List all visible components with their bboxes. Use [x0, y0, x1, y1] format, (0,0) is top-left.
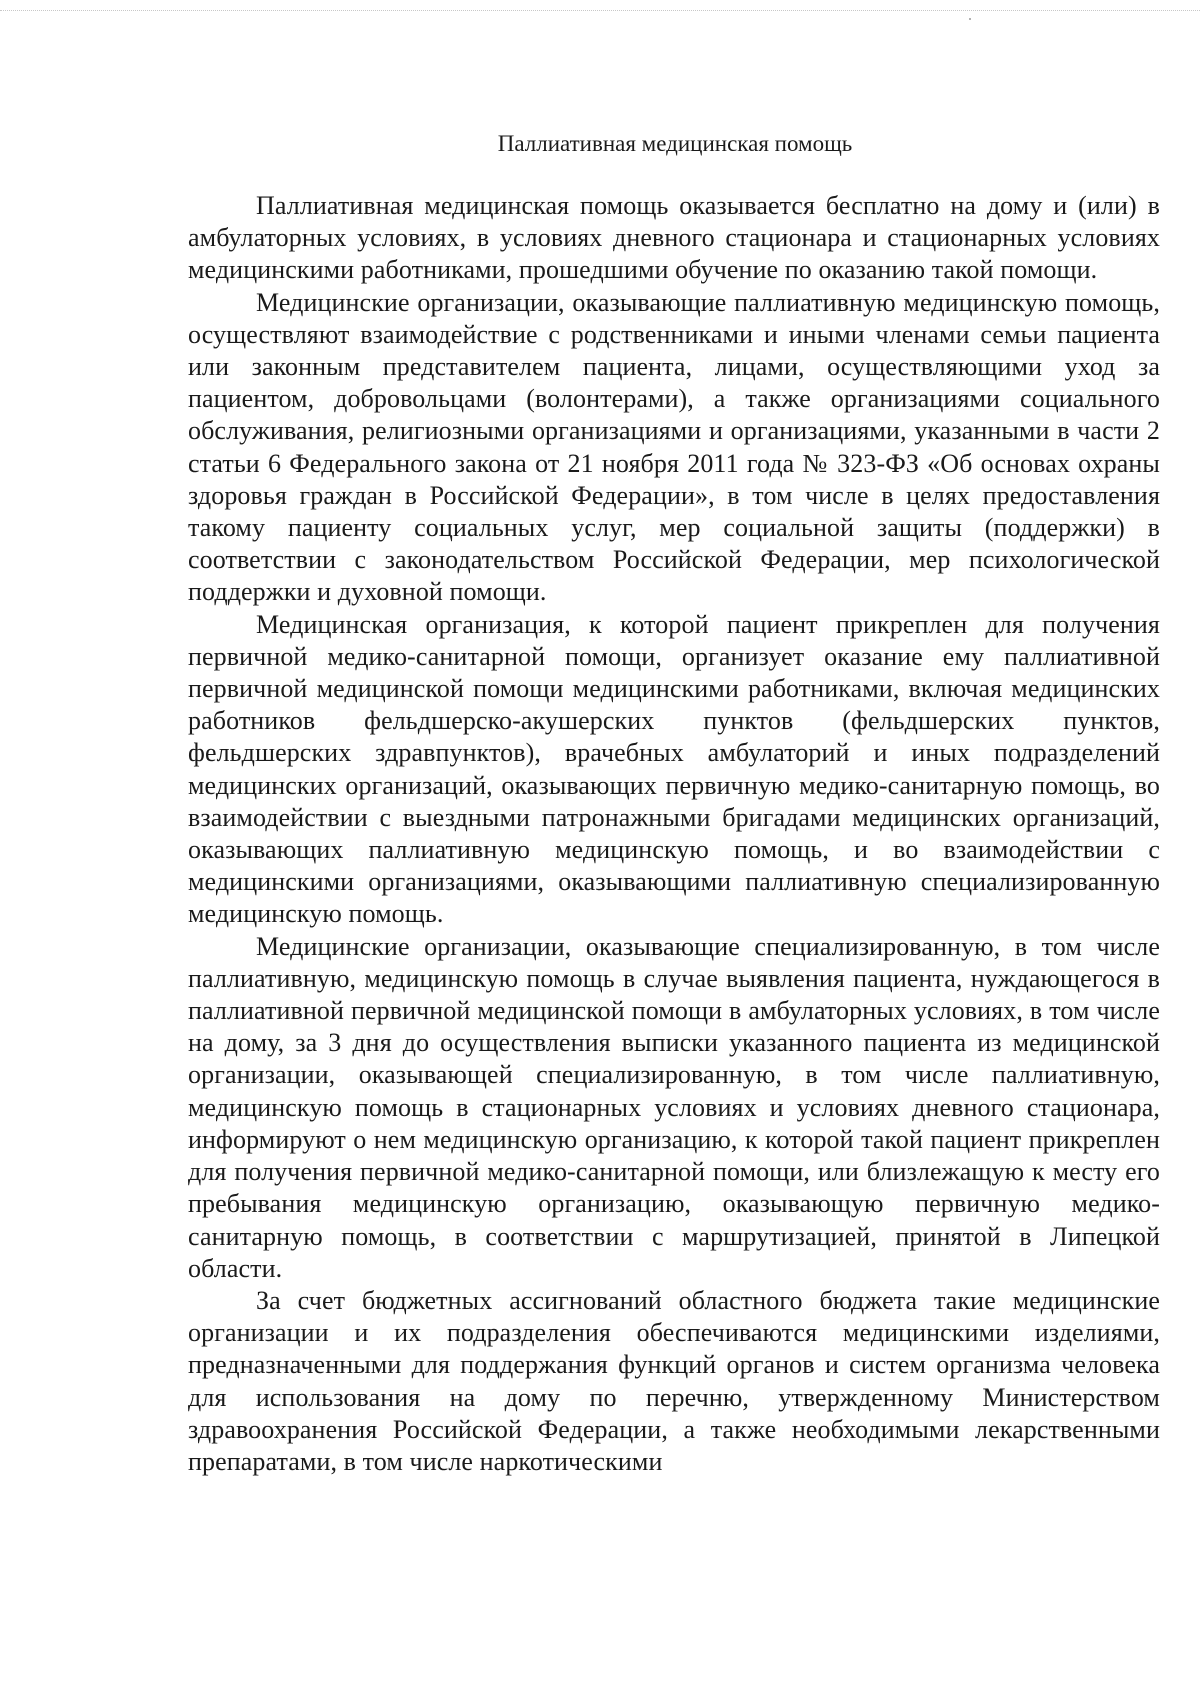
scan-edge-line	[0, 10, 1200, 11]
paragraph-3: Медицинская организация, к которой пациент прикреплен для получения первичной медико-санитарной помощи, организует оказание ему паллиативной первичной медицинской помощи медицинскими работниками, включая медицинских работников фельдшерско-акушерских пунктов (фельдшерских пунктов, фельдшерских здравпунктов), врачебных амбулаторий и иных подразделений медицинских организаций, оказывающих первичную медико-санитарную помощь, во взаимодействии с выездными патронажными бригадами медицинских организаций, оказывающих паллиативную медицинскую помощь, и во взаимодействии с медицинскими организациями, оказывающими паллиативную специализированную медицинскую помощь.	[188, 609, 1160, 929]
paragraph-5: За счет бюджетных ассигнований областного бюджета такие медицинские организации и их подразделения обеспечиваются медицинскими изделиями, предназначенными для поддержания функций органов и систем организма человека для использования на дому по перечню, утвержденному Министерством здравоохранения Российской Федерации, а также необходимыми лекарственными препаратами, в том числе наркотическими	[188, 1285, 1160, 1476]
document-body	[188, 190, 1160, 1478]
paragraph-2: Медицинские организации, оказывающие паллиативную медицинскую помощь, осуществляют взаимодействие с родственниками и иными членами семьи пациента или законным представителем пациента, лицами, осуществляющими уход за пациентом, добровольцами (волонтерами), а также организациями социального обслуживания, религиозными организациями и организациями, указанными в части 2 статьи 6 Федерального закона от 21 ноября 2011 года № 323-ФЗ «Об основах охраны здоровья граждан в Российской Федерации», в том числе в целях предоставления такому пациенту социальных услуг, мер социальной защиты (поддержки) в соответствии с законодательством Российской Федерации, мер психологической поддержки и духовной помощи.	[188, 287, 1160, 607]
paragraph-4: Медицинские организации, оказывающие специализированную, в том числе паллиативную, медицинскую помощь в случае выявления пациента, нуждающегося в паллиативной первичной медицинской помощи в амбулаторных условиях, в том числе на дому, за 3 дня до осуществления выписки указанного пациента из медицинской организации, оказывающей специализированную, в том числе паллиативную, медицинскую помощь в стационарных условиях и условиях дневного стационара, информируют о нем медицинскую организацию, к которой такой пациент прикреплен для получения первичной медико-санитарной помощи, или близлежащую к месту его пребывания медицинскую организацию, оказывающую первичную медико-санитарную помощь, в соответствии с маршрутизацией, принятой в Липецкой области.	[188, 931, 1160, 1283]
scan-speck	[969, 18, 971, 20]
paragraph-1: Паллиативная медицинская помощь оказывается бесплатно на дому и (или) в амбулаторных условиях, в условиях дневного стационара и стационарных условиях медицинскими работниками, прошедшими обучение по оказанию такой помощи.	[188, 191, 1160, 285]
document-title: Паллиативная медицинская помощь	[497, 131, 853, 156]
